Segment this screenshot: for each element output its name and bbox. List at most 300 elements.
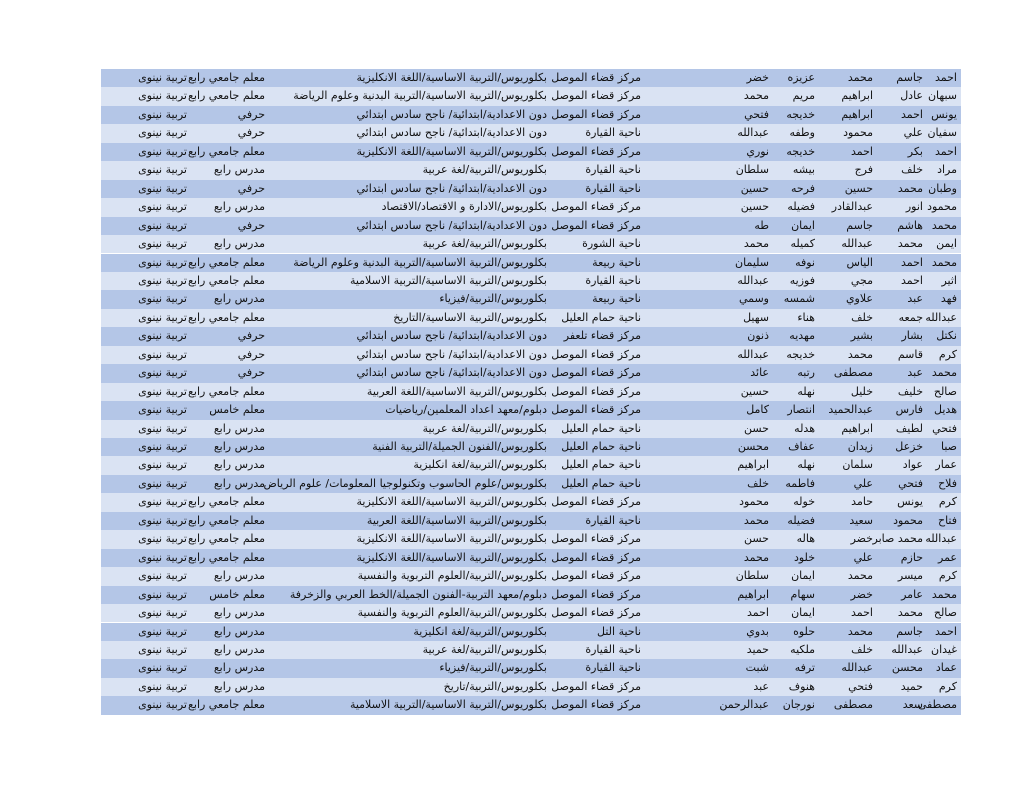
directorate-cell: تربية نينوى: [138, 476, 187, 490]
first-name-cell: فلاح: [938, 476, 957, 490]
grandfather-name-cell: ابراهيم: [841, 107, 873, 121]
table-row: [101, 696, 961, 714]
job-title-cell: حرفي: [237, 366, 265, 380]
location-cell: مركز قضاء الموصل: [551, 532, 641, 546]
father-name-cell: حميد: [900, 679, 923, 693]
mother-name-cell: رتبه: [797, 366, 815, 380]
qualification-cell: دون الاعدادية/ابتدائية/ ناجح سادس ابتدائي: [356, 218, 547, 232]
grandfather-name-cell: فرج: [854, 163, 873, 177]
mother-father-name-cell: محسن: [737, 440, 769, 453]
directorate-cell: تربية نينوى: [138, 126, 187, 140]
first-name-cell: فهد: [940, 292, 957, 306]
table-row: [101, 143, 961, 161]
directorate-cell: تربية نينوى: [138, 624, 187, 638]
directorate-cell: تربية نينوى: [138, 71, 187, 84]
father-name-cell: محمد: [897, 606, 923, 620]
job-title-cell: معلم جامعي رابع: [188, 532, 265, 546]
first-name-cell: عماد: [935, 661, 957, 675]
father-name-cell: سعد: [902, 698, 923, 712]
qualification-cell: بكلوريوس/التربية الاساسية/اللغة الانكليزية: [356, 495, 547, 509]
father-name-cell: احمد: [901, 107, 923, 121]
qualification-cell: بكلوريوس/التربية/لغة انكليزية: [413, 624, 547, 638]
location-cell: ناحية ربيعة: [592, 255, 641, 269]
location-cell: مركز قضاء الموصل: [551, 550, 641, 564]
table-row: [101, 383, 961, 401]
location-cell: مركز قضاء الموصل: [551, 107, 641, 121]
mother-father-name-cell: محمد: [743, 550, 769, 564]
table-row: [101, 475, 961, 493]
table-row: [101, 420, 961, 438]
first-name-cell: ايمن: [936, 237, 957, 251]
mother-father-name-cell: محمد: [743, 513, 769, 527]
qualification-cell: دون الاعدادية/ابتدائية/ ناجح سادس ابتدائي: [356, 366, 547, 380]
first-name-cell: فتاح: [937, 513, 957, 527]
father-name-cell: بشار: [901, 329, 923, 343]
mother-father-name-cell: عبدالله: [737, 347, 769, 361]
mother-name-cell: عفاف: [788, 440, 815, 453]
location-cell: ناحية التل: [597, 624, 641, 638]
grandfather-name-cell: علي: [853, 476, 873, 490]
qualification-cell: بكلوريوس/التربية/لغة عربية: [422, 421, 547, 435]
job-title-cell: معلم جامعي رابع: [188, 310, 265, 324]
mother-father-name-cell: محمود: [739, 495, 769, 509]
directorate-cell: تربية نينوى: [138, 606, 187, 620]
qualification-cell: بكلوريوس/التربية الاساسية/اللغة الانكليزية: [356, 144, 547, 158]
table-row: [101, 87, 961, 105]
job-title-cell: حرفي: [237, 218, 265, 232]
table-row: [101, 623, 961, 641]
mother-father-name-cell: سهيل: [743, 310, 769, 324]
mother-name-cell: هنوف: [788, 679, 815, 693]
mother-father-name-cell: ابراهيم: [737, 458, 769, 472]
mother-father-name-cell: احمد: [747, 606, 769, 620]
directorate-cell: تربية نينوى: [138, 661, 187, 675]
mother-name-cell: نورجان: [782, 698, 815, 712]
location-cell: مركز قضاء الموصل: [551, 366, 641, 380]
grandfather-name-cell: فتحي: [848, 679, 873, 693]
qualification-cell: دون الاعدادية/ابتدائية/ ناجح سادس ابتدائي: [356, 126, 547, 140]
table-row: [101, 604, 961, 622]
mother-father-name-cell: خلف: [747, 476, 769, 490]
father-name-cell: انور: [905, 200, 923, 214]
directorate-cell: تربية نينوى: [138, 366, 187, 380]
mother-father-name-cell: نوري: [746, 144, 769, 158]
directorate-cell: تربية نينوى: [138, 679, 187, 693]
mother-father-name-cell: محمد: [743, 237, 769, 251]
mother-name-cell: فوزيه: [789, 273, 815, 287]
father-name-cell: محمد صابر: [872, 532, 923, 546]
table-row: [101, 217, 961, 235]
grandfather-name-cell: ابراهيم: [841, 421, 873, 435]
location-cell: ناحية الشورة: [582, 237, 641, 251]
job-title-cell: مدرس رابع: [213, 237, 265, 251]
father-name-cell: عادل: [900, 89, 923, 103]
location-cell: ناحية القيارة: [585, 642, 641, 656]
mother-name-cell: مريم: [792, 89, 815, 103]
first-name-cell: سفيان: [927, 126, 957, 140]
table-row: [101, 327, 961, 345]
mother-name-cell: وطفه: [789, 126, 815, 140]
father-name-cell: احمد: [901, 255, 923, 269]
location-cell: ناحية حمام العليل: [561, 440, 641, 453]
first-name-cell: محمود: [927, 200, 957, 214]
first-name-cell: مصطفى: [917, 698, 957, 712]
directorate-cell: تربية نينوى: [138, 273, 187, 287]
grandfather-name-cell: محمد: [847, 347, 873, 361]
father-name-cell: بكر: [907, 144, 923, 158]
table-row: [101, 69, 961, 87]
mother-father-name-cell: خضر: [746, 71, 769, 84]
first-name-cell: احمد: [935, 624, 957, 638]
grandfather-name-cell: علي: [853, 550, 873, 564]
job-title-cell: مدرس رابع: [213, 200, 265, 214]
first-name-cell: محمد: [931, 218, 957, 232]
job-title-cell: مدرس رابع: [213, 421, 265, 435]
job-title-cell: معلم جامعي رابع: [188, 71, 265, 84]
directorate-cell: تربية نينوى: [138, 237, 187, 251]
grandfather-name-cell: خلف: [851, 642, 873, 656]
mother-father-name-cell: عبدالله: [737, 126, 769, 140]
mother-name-cell: نوفه: [795, 255, 815, 269]
qualification-cell: بكلوريوس/التربية الاساسية/التربية البدنية وعلوم الرياضة: [293, 255, 547, 269]
father-name-cell: جاسم: [896, 624, 923, 638]
job-title-cell: معلم جامعي رابع: [188, 144, 265, 158]
qualification-cell: بكلوريوس/التربية/تاريخ: [443, 679, 547, 693]
table-row: [101, 586, 961, 604]
mother-father-name-cell: سلطان: [735, 569, 769, 583]
first-name-cell: عمار: [935, 458, 957, 472]
directorate-cell: تربية نينوى: [138, 255, 187, 269]
directorate-cell: تربية نينوى: [138, 587, 187, 601]
first-name-cell: فتحي: [932, 421, 957, 435]
qualification-cell: بكلوريوس/التربية/لغة عربية: [422, 642, 547, 656]
father-name-cell: عبد: [907, 292, 923, 306]
first-name-cell: احمد: [935, 71, 957, 84]
location-cell: مركز قضاء الموصل: [551, 587, 641, 601]
job-title-cell: حرفي: [237, 107, 265, 121]
directorate-cell: تربية نينوى: [138, 403, 187, 417]
grandfather-name-cell: مصطفى: [833, 366, 873, 380]
grandfather-name-cell: الياس: [846, 255, 873, 269]
grandfather-name-cell: خليل: [850, 384, 873, 398]
job-title-cell: حرفي: [237, 126, 265, 140]
table-row: [101, 659, 961, 677]
father-name-cell: خليف: [897, 384, 923, 398]
mother-name-cell: فرحه: [790, 181, 815, 195]
mother-father-name-cell: ذنون: [747, 329, 769, 343]
mother-father-name-cell: حسين: [740, 384, 769, 398]
mother-name-cell: نهله: [797, 458, 815, 472]
directorate-cell: تربية نينوى: [138, 292, 187, 306]
grandfather-name-cell: خضر: [850, 532, 873, 546]
table-row: [101, 124, 961, 142]
grandfather-name-cell: محمد: [847, 569, 873, 583]
table-row: [101, 401, 961, 419]
directorate-cell: تربية نينوى: [138, 347, 187, 361]
location-cell: ناحية حمام العليل: [561, 421, 641, 435]
directorate-cell: تربية نينوى: [138, 163, 187, 177]
mother-name-cell: فضيله: [787, 200, 815, 214]
directorate-cell: تربية نينوى: [138, 310, 187, 324]
location-cell: ناحية القيارة: [585, 513, 641, 527]
grandfather-name-cell: خضر: [850, 587, 873, 601]
mother-name-cell: خديجه: [786, 144, 815, 158]
mother-father-name-cell: عبدالرحمن: [719, 698, 769, 712]
grandfather-name-cell: خلف: [851, 310, 873, 324]
location-cell: ناحية القيارة: [585, 273, 641, 287]
qualification-cell: دون الاعدادية/ابتدائية/ ناجح سادس ابتدائي: [356, 329, 547, 343]
location-cell: مركز قضاء الموصل: [551, 698, 641, 712]
qualification-cell: دون الاعدادية/ابتدائية/ ناجح سادس ابتدائي: [356, 107, 547, 121]
directorate-cell: تربية نينوى: [138, 421, 187, 435]
first-name-cell: سبهان: [927, 89, 957, 103]
mother-name-cell: شمسه: [783, 292, 815, 306]
table-row: [101, 106, 961, 124]
grandfather-name-cell: مصطفى: [833, 698, 873, 712]
location-cell: مركز قضاء الموصل: [551, 144, 641, 158]
location-cell: مركز قضاء الموصل: [551, 679, 641, 693]
location-cell: مركز قضاء الموصل: [551, 495, 641, 509]
first-name-cell: محمد: [931, 587, 957, 601]
father-name-cell: فارس: [895, 403, 923, 417]
first-name-cell: اثير: [941, 273, 957, 287]
first-name-cell: كرم: [938, 679, 957, 693]
qualification-cell: دون الاعدادية/ابتدائية/ ناجح سادس ابتدائي: [356, 347, 547, 361]
first-name-cell: صالح: [933, 606, 957, 620]
directorate-cell: تربية نينوى: [138, 89, 187, 103]
location-cell: ناحية حمام العليل: [561, 458, 641, 472]
location-cell: ناحية القيارة: [585, 126, 641, 140]
father-name-cell: عامر: [901, 587, 923, 601]
qualification-cell: بكلوريوس/التربية الاساسية/اللغة العربية: [366, 384, 547, 398]
qualification-cell: بكلوريوس/التربية/العلوم التربوية والنفسية: [357, 606, 547, 620]
directorate-cell: تربية نينوى: [138, 329, 187, 343]
job-title-cell: معلم خامس: [209, 403, 265, 417]
qualification-cell: بكلوريوس/التربية الاساسية/التربية البدنية وعلوم الرياضة: [293, 89, 547, 103]
qualification-cell: بكلوريوس/التربية الاساسية/التربية الاسلامية: [349, 698, 547, 712]
table-row: [101, 512, 961, 530]
first-name-cell: غيدان: [931, 642, 957, 656]
father-name-cell: خلف: [901, 163, 923, 177]
grandfather-name-cell: مجي: [850, 273, 873, 287]
mother-father-name-cell: وسمي: [738, 292, 769, 306]
first-name-cell: محمد: [931, 366, 957, 380]
location-cell: مركز قضاء الموصل: [551, 606, 641, 620]
directorate-cell: تربية نينوى: [138, 550, 187, 564]
grandfather-name-cell: عبدالله: [841, 237, 873, 251]
location-cell: مركز قضاء الموصل: [551, 71, 641, 84]
table-row: [101, 198, 961, 216]
location-cell: ناحية حمام العليل: [561, 310, 641, 324]
grandfather-name-cell: سعيد: [849, 513, 873, 527]
mother-name-cell: ايمان: [791, 606, 815, 620]
location-cell: ناحية القيارة: [585, 181, 641, 195]
mother-name-cell: خوله: [793, 495, 815, 509]
mother-father-name-cell: بدوي: [746, 624, 769, 638]
first-name-cell: وطبان: [928, 181, 957, 195]
job-title-cell: مدرس رابع: [213, 476, 265, 490]
job-title-cell: مدرس رابع: [213, 163, 265, 177]
qualification-cell: بكلوريوس/التربية الاساسية/التربية الاسلامية: [349, 273, 547, 287]
qualification-cell: بكلوريوس/التربية/لغة انكليزية: [413, 458, 547, 472]
mother-father-name-cell: حسن: [744, 532, 769, 546]
first-name-cell: محمد: [931, 255, 957, 269]
mother-father-name-cell: سلطان: [735, 163, 769, 177]
grandfather-name-cell: زيدان: [847, 440, 873, 453]
mother-name-cell: خديجه: [786, 107, 815, 121]
mother-name-cell: ملكيه: [790, 642, 815, 656]
table-row: [101, 364, 961, 382]
grandfather-name-cell: احمد: [851, 144, 873, 158]
first-name-cell: عبدالله: [925, 310, 957, 324]
table-row: [101, 254, 961, 272]
father-name-cell: هاشم: [897, 218, 923, 232]
first-name-cell: صبا: [940, 440, 957, 453]
mother-name-cell: نهله: [797, 384, 815, 398]
father-name-cell: محمد: [897, 237, 923, 251]
directorate-cell: تربية نينوى: [138, 698, 187, 712]
first-name-cell: صالح: [933, 384, 957, 398]
job-title-cell: مدرس رابع: [213, 624, 265, 638]
location-cell: مركز قضاء الموصل: [551, 347, 641, 361]
location-cell: مركز قضاء الموصل: [551, 200, 641, 214]
mother-name-cell: سهام: [790, 587, 815, 601]
table-row: [101, 530, 961, 548]
location-cell: مركز قضاء تلعفر: [563, 329, 641, 343]
grandfather-name-cell: احمد: [851, 606, 873, 620]
qualification-cell: بكلوريوس/التربية/فيزياء: [439, 661, 547, 675]
job-title-cell: معلم جامعي رابع: [188, 513, 265, 527]
first-name-cell: مراد: [937, 163, 957, 177]
first-name-cell: يونس: [931, 107, 957, 121]
first-name-cell: عمر: [938, 550, 957, 564]
table-row: [101, 438, 961, 456]
grandfather-name-cell: علاوي: [845, 292, 873, 306]
table-row: [101, 272, 961, 290]
data-table: [101, 69, 961, 715]
mother-father-name-cell: حميد: [746, 642, 769, 656]
directorate-cell: تربية نينوى: [138, 532, 187, 546]
first-name-cell: احمد: [935, 144, 957, 158]
directorate-cell: تربية نينوى: [138, 642, 187, 656]
qualification-cell: بكلوريوس/التربية الاساسية/اللغة الانكليزية: [356, 71, 547, 84]
job-title-cell: مدرس رابع: [213, 606, 265, 620]
directorate-cell: تربية نينوى: [138, 181, 187, 195]
father-name-cell: عبدالله: [891, 642, 923, 656]
job-title-cell: معلم جامعي رابع: [188, 255, 265, 269]
mother-name-cell: ايمان: [791, 569, 815, 583]
father-name-cell: محسن: [891, 661, 923, 675]
job-title-cell: مدرس رابع: [213, 440, 265, 453]
location-cell: مركز قضاء الموصل: [551, 569, 641, 583]
father-name-cell: علي: [903, 126, 923, 140]
father-name-cell: جمعه: [898, 310, 923, 324]
location-cell: ناحية القيارة: [585, 661, 641, 675]
job-title-cell: معلم جامعي رابع: [188, 89, 265, 103]
father-name-cell: محمود: [893, 513, 923, 527]
father-name-cell: يونس: [897, 495, 923, 509]
qualification-cell: دبلوم/معهد التربية-الفنون الجميلة/الخط العربي والزخرفة: [289, 587, 547, 601]
table-row: [101, 549, 961, 567]
father-name-cell: قاسم: [897, 347, 923, 361]
job-title-cell: مدرس رابع: [213, 569, 265, 583]
grandfather-name-cell: محمود: [843, 126, 873, 140]
mother-father-name-cell: حسن: [744, 421, 769, 435]
table-row: [101, 641, 961, 659]
job-title-cell: مدرس رابع: [213, 458, 265, 472]
grandfather-name-cell: حسين: [844, 181, 873, 195]
directorate-cell: تربية نينوى: [138, 144, 187, 158]
location-cell: مركز قضاء الموصل: [551, 89, 641, 103]
location-cell: مركز قضاء الموصل: [551, 384, 641, 398]
father-name-cell: خزعل: [895, 440, 923, 453]
job-title-cell: مدرس رابع: [213, 679, 265, 693]
qualification-cell: بكلوريوس/الفنون الجميلة/التربية الفنية: [372, 440, 547, 453]
table-row: [101, 493, 961, 511]
mother-father-name-cell: عائد: [750, 366, 769, 380]
grandfather-name-cell: عبدالله: [841, 661, 873, 675]
mother-name-cell: بيشه: [792, 163, 815, 177]
father-name-cell: عبد: [907, 366, 923, 380]
father-name-cell: لطيف: [895, 421, 923, 435]
table-row: [101, 290, 961, 308]
grandfather-name-cell: ابراهيم: [841, 89, 873, 103]
directorate-cell: تربية نينوى: [138, 107, 187, 121]
first-name-cell: كرم: [938, 347, 957, 361]
mother-name-cell: فضيله: [787, 513, 815, 527]
job-title-cell: حرفي: [237, 347, 265, 361]
job-title-cell: معلم خامس: [209, 587, 265, 601]
qualification-cell: بكلوريوس/التربية الاساسية/اللغة الانكليزية: [356, 532, 547, 546]
first-name-cell: نكتل: [936, 329, 957, 343]
mother-father-name-cell: عبدالله: [737, 273, 769, 287]
father-name-cell: جاسم: [896, 71, 923, 84]
table-row: [101, 180, 961, 198]
grandfather-name-cell: جاسم: [846, 218, 873, 232]
directorate-cell: تربية نينوى: [138, 440, 187, 453]
mother-father-name-cell: ابراهيم: [737, 587, 769, 601]
table-row: [101, 309, 961, 327]
mother-name-cell: مهديه: [789, 329, 815, 343]
directorate-cell: تربية نينوى: [138, 458, 187, 472]
mother-father-name-cell: كامل: [746, 403, 769, 417]
father-name-cell: عواد: [902, 458, 923, 472]
location-cell: ناحية حمام العليل: [561, 476, 641, 490]
mother-father-name-cell: شبت: [745, 661, 769, 675]
mother-father-name-cell: عبد: [753, 679, 769, 693]
first-name-cell: كرم: [938, 495, 957, 509]
qualification-cell: بكلوريوس/التربية الاساسية/اللغة العربية: [366, 513, 547, 527]
table-row: [101, 161, 961, 179]
father-name-cell: فتحي: [898, 476, 923, 490]
qualification-cell: بكلوريوس/التربية/فيزياء: [439, 292, 547, 306]
mother-father-name-cell: حسين: [740, 200, 769, 214]
qualification-cell: بكلوريوس/الادارة و الاقتصاد/الاقتصاد: [381, 200, 547, 214]
mother-father-name-cell: سليمان: [735, 255, 769, 269]
father-name-cell: ميسر: [897, 569, 923, 583]
mother-name-cell: حلوه: [793, 624, 815, 638]
mother-name-cell: كميله: [790, 237, 815, 251]
mother-name-cell: خلود: [793, 550, 815, 564]
mother-name-cell: انتصار: [787, 403, 815, 417]
grandfather-name-cell: حامد: [851, 495, 873, 509]
job-title-cell: معلم جامعي رابع: [188, 384, 265, 398]
qualification-cell: بكلوريوس/التربية/لغة عربية: [422, 237, 547, 251]
grandfather-name-cell: محمد: [847, 71, 873, 84]
job-title-cell: حرفي: [237, 181, 265, 195]
mother-name-cell: ايمان: [791, 218, 815, 232]
job-title-cell: مدرس رابع: [213, 292, 265, 306]
